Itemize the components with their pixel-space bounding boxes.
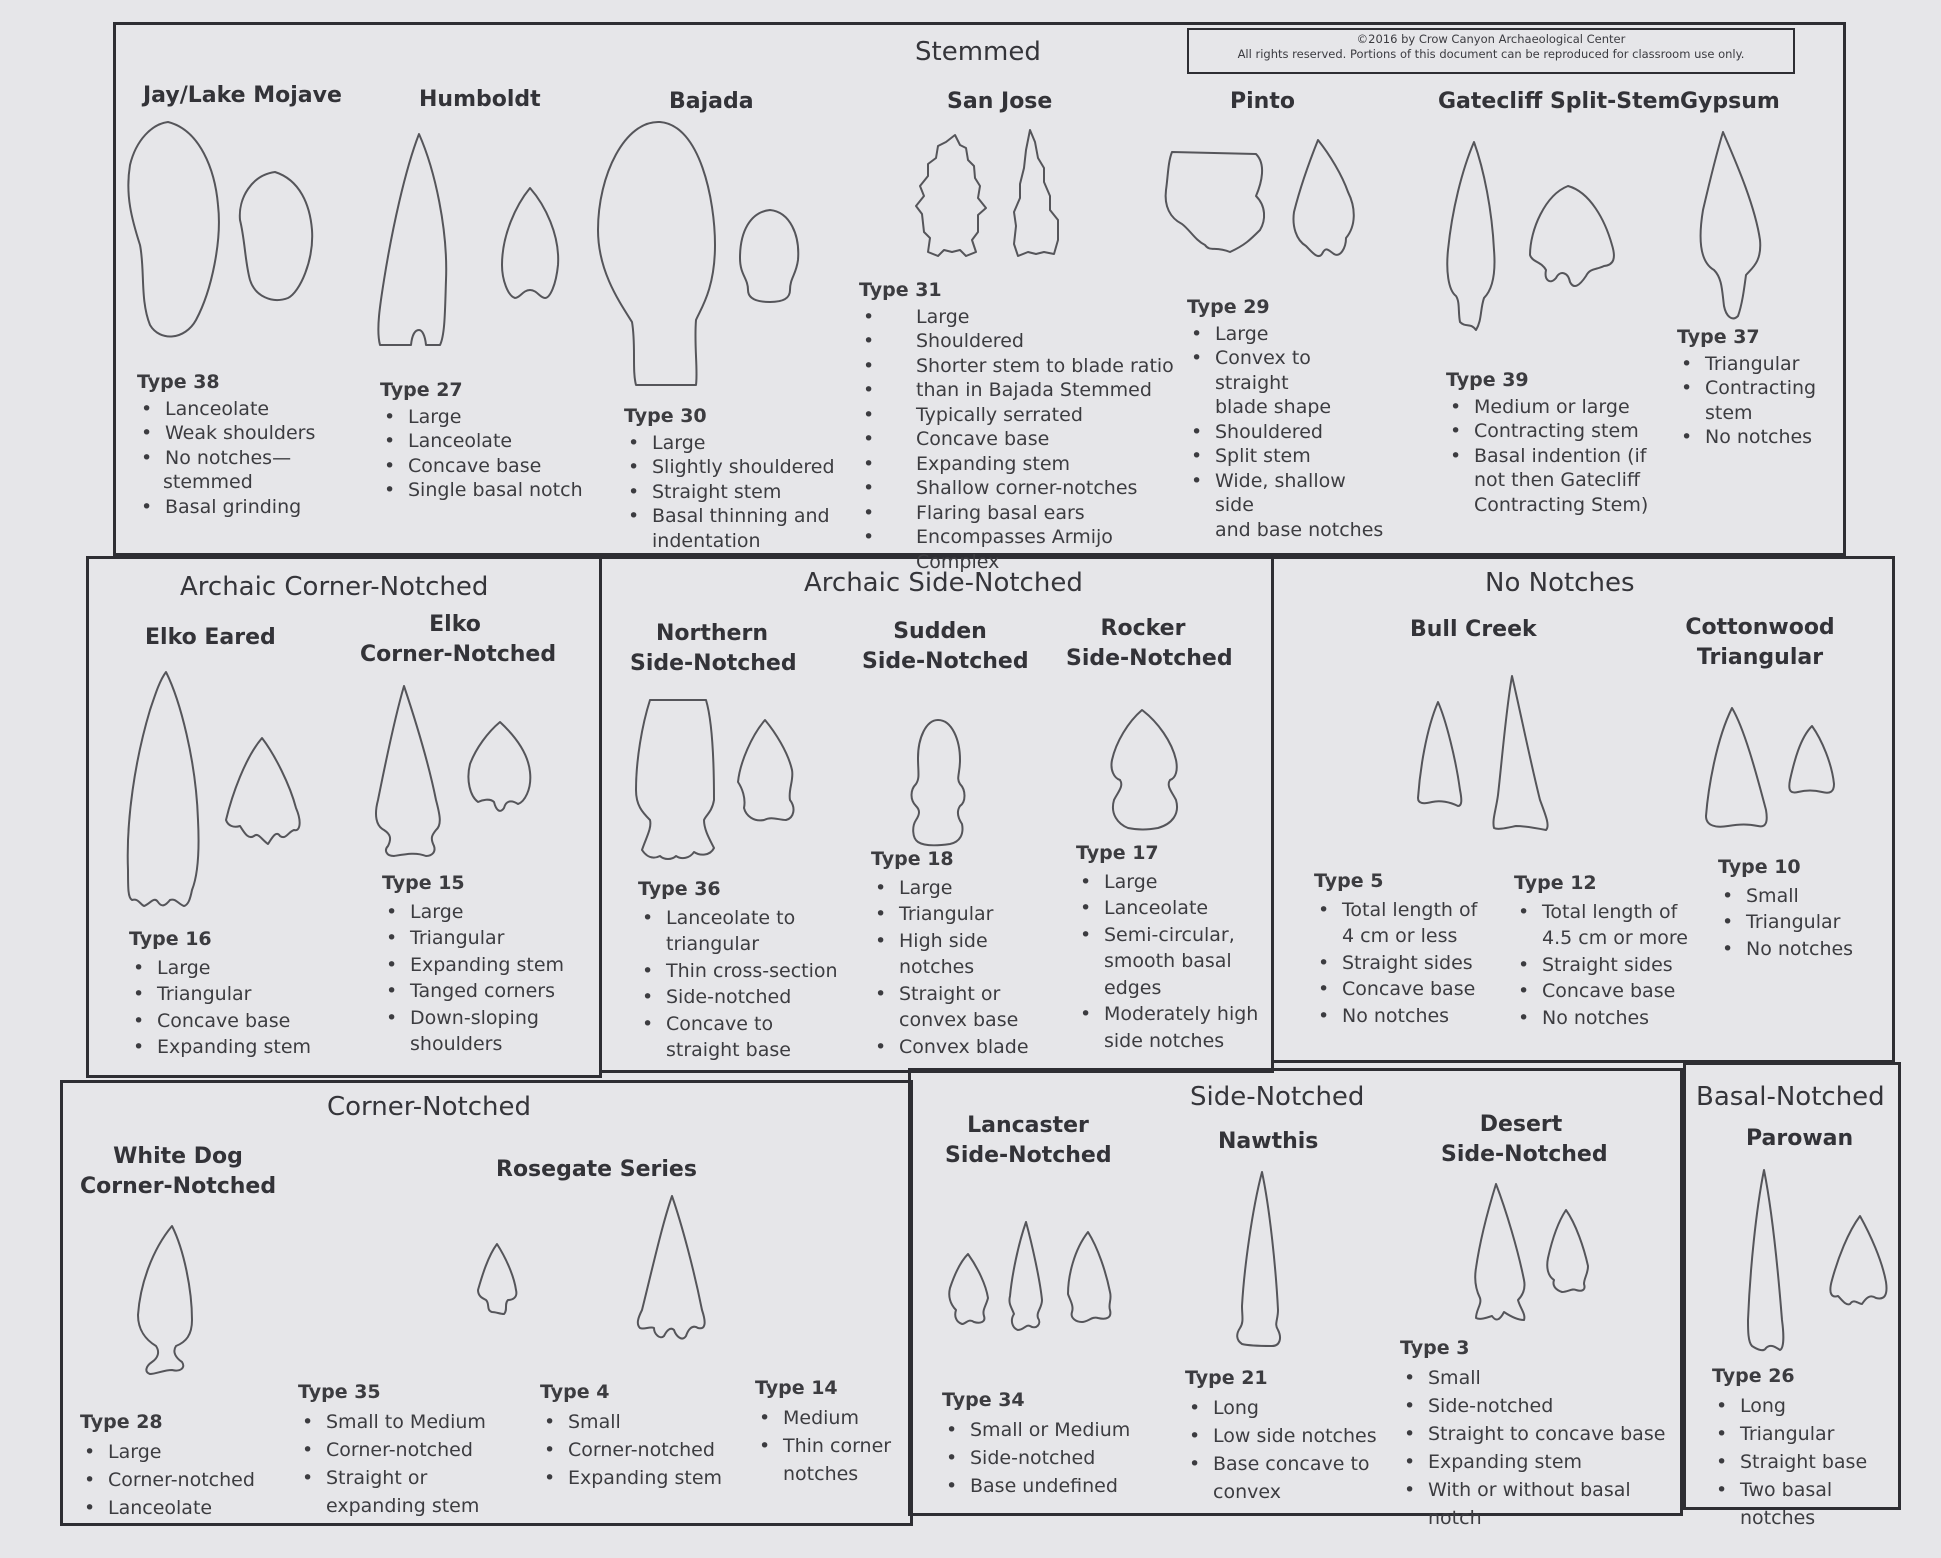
- section-title-archaic-corner: Archaic Corner-Notched: [180, 572, 489, 602]
- desc-rocker: Type 17 • Large • Lanceolate • Semi-circular, smooth basal edges • Moderately high side notches: [1076, 840, 1266, 1054]
- section-title-archaic-side: Archaic Side-Notched: [804, 568, 1083, 598]
- name-cottonwood-triangular: Cottonwood Triangular: [1685, 615, 1835, 670]
- desc-elko-eared: Type 16 • Large • Triangular • Concave base • Expanding stem: [129, 926, 329, 1061]
- desc-rosegate-type35: Type 35 • Small to Medium • Corner-notched • Straight or expanding stem: [298, 1378, 518, 1520]
- desc-parowan: Type 26 • Long • Triangular • Straight base • Two basal notches: [1712, 1362, 1902, 1532]
- desc-rosegate-type4: Type 4 • Small • Corner-notched • Expanding stem: [540, 1378, 740, 1492]
- name-pinto: Pinto: [1230, 89, 1295, 114]
- name-bajada: Bajada: [669, 89, 754, 114]
- desc-humboldt: Type 27 • Large • Lanceolate • Concave base • Single basal notch: [380, 378, 600, 503]
- name-humboldt: Humboldt: [419, 87, 541, 112]
- name-northern-side-notched: Northern Side-Notched: [630, 621, 797, 676]
- section-title-no-notches: No Notches: [1485, 568, 1635, 598]
- section-title-stemmed: Stemmed: [915, 37, 1041, 67]
- desc-gatecliff: Type 39 • Medium or large • Contracting stem • Basal indention (if not then Gatecliff Contracting Stem): [1446, 368, 1656, 517]
- desc-lancaster: Type 34 • Small or Medium • Side-notched • Base undefined: [942, 1386, 1162, 1500]
- desc-sudden: Type 18 • Large • Triangular • High side notches • Straight or convex base • Convex blade: [871, 846, 1051, 1060]
- name-rosegate-series: Rosegate Series: [496, 1157, 697, 1182]
- name-rocker-side-notched: Rocker Side-Notched: [1066, 616, 1233, 671]
- name-elko-eared: Elko Eared: [145, 625, 276, 650]
- name-white-dog: White Dog Corner-Notched: [80, 1144, 277, 1199]
- name-nawthis: Nawthis: [1218, 1129, 1319, 1154]
- name-gatecliff: Gatecliff Split-Stem: [1438, 89, 1681, 114]
- name-sudden-side-notched: Sudden Side-Notched: [862, 619, 1029, 674]
- desc-rosegate-type14: Type 14 • Medium • Thin corner notches: [755, 1374, 905, 1488]
- copyright-notice: ©2016 by Crow Canyon Archaeological Center All rights reserved. Portions of this document can be reproduced for classroom use only.: [1237, 32, 1745, 61]
- desc-pinto: Type 29 • Large • Convex to straight blade shape • Shouldered • Split stem • Wide, shallow side and base notches: [1187, 295, 1387, 542]
- desc-cottonwood: Type 10 • Small • Triangular • No notches: [1718, 854, 1878, 962]
- desc-san-jose: Type 31 • Large • Shouldered • Shorter stem to blade ratio • than in Bajada Stemmed • Typically serrated • Concave base • Expanding stem • Shallow corner-notches • Flaring basal ears • Encompasses Armijo Complex: [859, 278, 1189, 574]
- section-title-basal-notched: Basal-Notched: [1696, 1082, 1885, 1112]
- name-parowan: Parowan: [1746, 1126, 1854, 1151]
- desc-bajada: Type 30 • Large • Slightly shouldered • Straight stem • Basal thinning and indentation: [624, 404, 854, 553]
- name-elko-corner-notched: Elko Corner-Notched: [360, 612, 557, 667]
- desc-bull-creek-type5: Type 5 • Total length of 4 cm or less • Straight sides • Concave base • No notches: [1314, 868, 1504, 1029]
- desc-elko-corner: Type 15 • Large • Triangular • Expanding stem • Tanged corners • Down-sloping shoulders: [382, 870, 592, 1058]
- desc-northern: Type 36 • Lanceolate to triangular • Thin cross-section • Side-notched • Concave to straight base: [638, 876, 858, 1064]
- name-lancaster: Lancaster Side-Notched: [945, 1113, 1112, 1168]
- desc-nawthis: Type 21 • Long • Low side notches • Base concave to convex: [1185, 1364, 1395, 1506]
- desc-white-dog: Type 28 • Large • Corner-notched • Lanceolate: [80, 1408, 280, 1522]
- name-gypsum: Gypsum: [1680, 89, 1780, 114]
- desc-desert: Type 3 • Small • Side-notched • Straight to concave base • Expanding stem • With or without basal notch: [1400, 1334, 1690, 1532]
- name-bull-creek: Bull Creek: [1410, 617, 1537, 642]
- desc-bull-creek-type12: Type 12 • Total length of 4.5 cm or more • Straight sides • Concave base • No notches: [1514, 870, 1704, 1031]
- name-san-jose: San Jose: [947, 89, 1053, 114]
- section-title-corner-notched: Corner-Notched: [327, 1092, 532, 1122]
- name-jay-lake-mojave: Jay/Lake Mojave: [143, 83, 342, 108]
- desc-jay: Type 38 • Lanceolate • Weak shoulders • No notches— stemmed • Basal grinding: [137, 370, 347, 519]
- section-title-side-notched: Side-Notched: [1190, 1082, 1365, 1112]
- desc-gypsum: Type 37 • Triangular • Contracting stem • No notches: [1677, 325, 1837, 450]
- name-desert-side-notched: Desert Side-Notched: [1441, 1112, 1608, 1167]
